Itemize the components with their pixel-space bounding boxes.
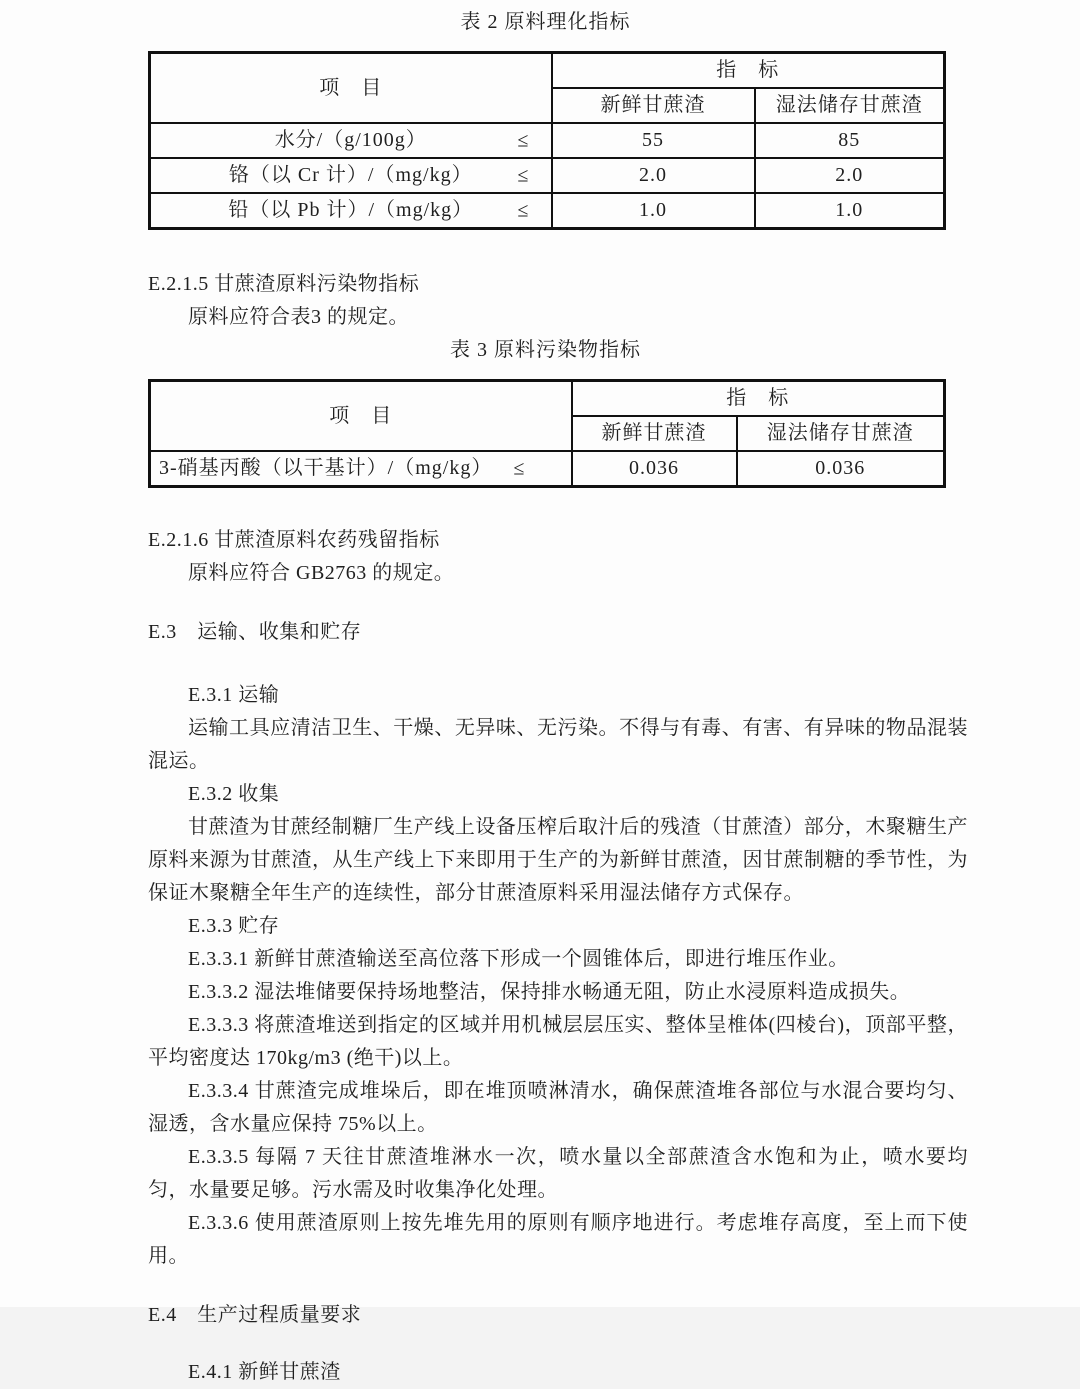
table2-header-fresh: 新鲜甘蔗渣 [552, 88, 755, 123]
less-equal-symbol: ≤ [517, 164, 529, 186]
section-body-e335: E.3.3.5 每隔 7 天往甘蔗渣堆淋水一次，喷水量以全部蔗渣含水饱和为止，喷水要均匀，水量要足够。污水需及时收集净化处理。 [148, 1146, 968, 1201]
section-heading-e3: E.3 运输、收集和贮存 [148, 621, 362, 643]
table3-row0-wet: 0.036 [737, 451, 945, 487]
table2-row2-wet: 1.0 [755, 193, 945, 229]
table2-row0-wet: 85 [755, 123, 945, 158]
section-heading-e216: E.2.1.6 甘蔗渣原料农药残留指标 [148, 529, 440, 551]
table2-row1-wet: 2.0 [755, 158, 945, 193]
less-equal-symbol: ≤ [513, 457, 525, 479]
section-body-e332: E.3.3.2 湿法堆储要保持场地整洁，保持排水畅通无阻，防止水浸原料造成损失。 [188, 981, 911, 1003]
table2-row0-item-cell [150, 123, 552, 158]
section-body-e336: E.3.3.6 使用蔗渣原则上按先堆先用的原则有顺序地进行。考虑堆存高度，至上而下使用。 [148, 1212, 968, 1267]
section-body-e334: E.3.3.4 甘蔗渣完成堆垛后，即在堆顶喷淋清水，确保蔗渣堆各部位与水混合要均匀、湿透，含水量应保持 75%以上。 [148, 1080, 968, 1135]
table2-header-wet: 湿法储存甘蔗渣 [755, 88, 945, 123]
section-heading-e215: E.2.1.5 甘蔗渣原料污染物指标 [148, 273, 420, 295]
section-body-e32: 甘蔗渣为甘蔗经制糖厂生产线上设备压榨后取汁后的残渣（甘蔗渣）部分，木聚糖生产原料来源为甘蔗渣，从生产线上下来即用于生产的为新鲜甘蔗渣，因甘蔗制糖的季节性，为保证木聚糖全年生产的连续性，部分甘蔗渣原料采用湿法储存方式保存。 [148, 816, 968, 904]
less-equal-symbol: ≤ [517, 129, 529, 151]
section-body-e331: E.3.3.1 新鲜甘蔗渣输送至高位落下形成一个圆锥体后，即进行堆压作业。 [188, 948, 849, 970]
section-body-e333: E.3.3.3 将蔗渣堆送到指定的区域并用机械层层压实、整体呈椎体(四棱台)，顶部平整，平均密度达 170kg/m3 (绝干)以上。 [148, 1014, 968, 1069]
table2-row2-item: 铅（以 Pb 计）/（mg/kg） [228, 199, 474, 221]
table2-row1-fresh: 2.0 [552, 158, 755, 193]
table2-row0-fresh: 55 [552, 123, 755, 158]
table-row [150, 158, 945, 193]
table2-row1-item-cell [150, 158, 552, 193]
table3-title: 表 3 原料污染物指标 [450, 339, 641, 361]
table3-header-row-1 [150, 381, 945, 417]
table3-row0-fresh: 0.036 [572, 451, 737, 487]
table2-row2-item-cell [150, 193, 552, 229]
table-row [150, 123, 945, 158]
table3-header-fresh: 新鲜甘蔗渣 [572, 416, 737, 451]
section-heading-e32: E.3.2 收集 [188, 783, 280, 805]
table-row [150, 193, 945, 229]
table3 [148, 379, 946, 488]
table2-row0-item: 水分/（g/100g） [274, 129, 427, 151]
table2-header-item: 项 目 [150, 53, 552, 124]
section-heading-e33: E.3.3 贮存 [188, 915, 280, 937]
table2-row2-fresh: 1.0 [552, 193, 755, 229]
table3-row0-item-cell [150, 451, 572, 487]
table2-title: 表 2 原料理化指标 [460, 11, 631, 33]
table3-row0-item: 3-硝基丙酸（以干基计）/（mg/kg） [159, 457, 493, 479]
table2 [148, 51, 946, 230]
table2-row1-item: 铬（以 Cr 计）/（mg/kg） [228, 164, 473, 186]
section-heading-e31: E.3.1 运输 [188, 684, 280, 706]
section-body-e215: 原料应符合表3 的规定。 [188, 306, 409, 328]
section-body-e216: 原料应符合 GB2763 的规定。 [188, 562, 455, 584]
table3-header-indicator: 指 标 [572, 381, 945, 417]
less-equal-symbol: ≤ [517, 199, 529, 221]
table2-header-row-1 [150, 53, 945, 89]
table3-header-item: 项 目 [150, 381, 572, 452]
section-body-e31: 运输工具应清洁卫生、干燥、无异味、无污染。不得与有毒、有害、有异味的物品混装混运。 [148, 717, 968, 772]
section-heading-e4: E.4 生产过程质量要求 [148, 1304, 362, 1326]
section-heading-e41: E.4.1 新鲜甘蔗渣 [188, 1361, 341, 1383]
table3-header-wet: 湿法储存甘蔗渣 [737, 416, 945, 451]
table-row [150, 451, 945, 487]
table2-header-indicator: 指 标 [552, 53, 945, 89]
